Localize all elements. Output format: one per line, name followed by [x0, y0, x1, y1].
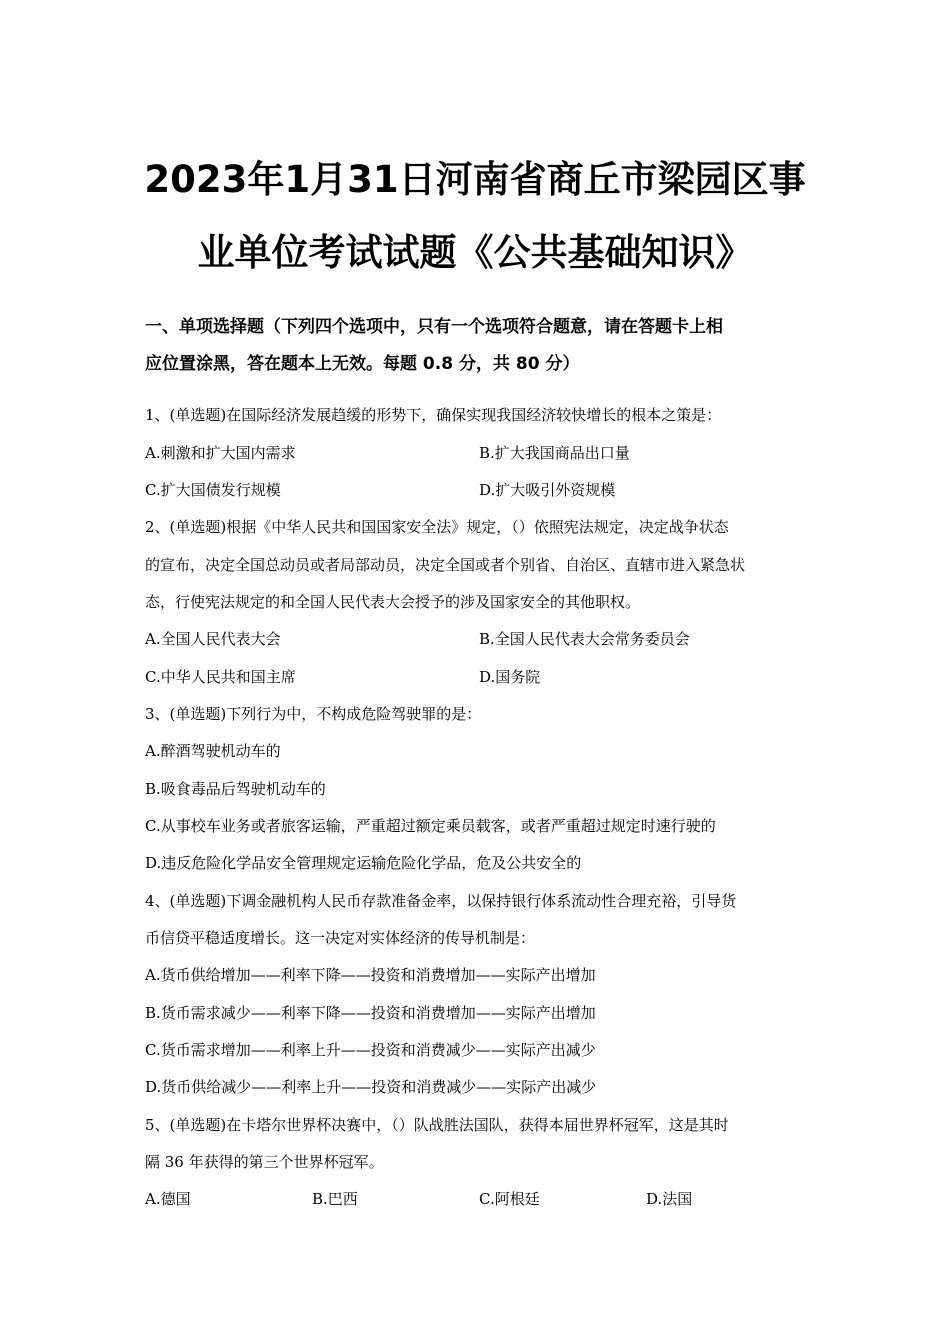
section-heading-line-2: 应位置涂黑，答在题本上无效。每题 0.8 分，共 80 分） [145, 354, 580, 374]
question-1-option-c: C.扩大国债发行规模 [145, 481, 281, 499]
question-3-option-d: D.违反危险化学品安全管理规定运输危险化学品，危及公共安全的 [145, 854, 582, 872]
question-5-option-a: A.德国 [145, 1190, 191, 1208]
page-title-line-2: 业单位考试试题《公共基础知识》 [197, 231, 753, 274]
question-4-stem-line-2: 币信贷平稳适度增长。这一决定对实体经济的传导机制是： [145, 929, 536, 947]
question-2-stem-line-1: 2、(单选题)根据《中华人民共和国国家安全法》规定，（）依照宪法规定，决定战争状态 [145, 518, 729, 536]
question-2-stem-line-2: 的宣布，决定全国总动员或者局部动员，决定全国或者个别省、自治区、直辖市进入紧急状 [145, 556, 746, 574]
question-2-option-c: C.中华人民共和国主席 [145, 668, 296, 686]
question-3-option-b: B.吸食毒品后驾驶机动车的 [145, 780, 326, 798]
question-1-option-a: A.刺激和扩大国内需求 [145, 444, 296, 462]
question-2-option-b: B.全国人民代表大会常务委员会 [479, 630, 690, 648]
question-4-option-d: D.货币供给减少——利率上升——投资和消费减少——实际产出减少 [145, 1078, 597, 1096]
question-3-option-c: C.从事校车业务或者旅客运输，严重超过额定乘员载客，或者严重超过规定时速行驶的 [145, 817, 716, 835]
question-5-option-d: D.法国 [646, 1190, 693, 1208]
question-3-option-a: A.醉酒驾驶机动车的 [145, 742, 281, 760]
question-4-option-a: A.货币供给增加——利率下降——投资和消费增加——实际产出增加 [145, 966, 596, 984]
question-5-stem-line-2: 隔 36 年获得的第三个世界杯冠军。 [145, 1153, 384, 1171]
question-2-option-a: A.全国人民代表大会 [145, 630, 281, 648]
question-1-stem: 1、(单选题)在国际经济发展趋缓的形势下，确保实现我国经济较快增长的根本之策是： [145, 406, 722, 424]
question-4-option-c: C.货币需求增加——利率上升——投资和消费减少——实际产出减少 [145, 1041, 596, 1059]
question-2-stem-line-3: 态，行使宪法规定的和全国人民代表大会授予的涉及国家安全的其他职权。 [145, 593, 641, 611]
question-4-option-b: B.货币需求减少——利率下降——投资和消费增加——实际产出增加 [145, 1004, 596, 1022]
question-1-option-d: D.扩大吸引外资规模 [479, 481, 616, 499]
question-1-option-b: B.扩大我国商品出口量 [479, 444, 630, 462]
section-heading-line-1: 一、单项选择题（下列四个选项中，只有一个选项符合题意，请在答题卡上相 [145, 317, 723, 337]
question-5-stem-line-1: 5、(单选题)在卡塔尔世界杯决赛中，（）队战胜法国队，获得本届世界杯冠军，这是其时 [145, 1116, 729, 1134]
question-5-option-c: C.阿根廷 [479, 1190, 540, 1208]
question-2-option-d: D.国务院 [479, 668, 541, 686]
page-title-line-1: 2023年1月31日河南省商丘市梁园区事 [144, 158, 806, 201]
question-4-stem-line-1: 4、(单选题)下调金融机构人民币存款准备金率，以保持银行体系流动性合理充裕，引导货 [145, 892, 737, 910]
question-5-option-b: B.巴西 [312, 1190, 358, 1208]
question-3-stem: 3、(单选题)下列行为中，不构成危险驾驶罪的是： [145, 705, 482, 723]
